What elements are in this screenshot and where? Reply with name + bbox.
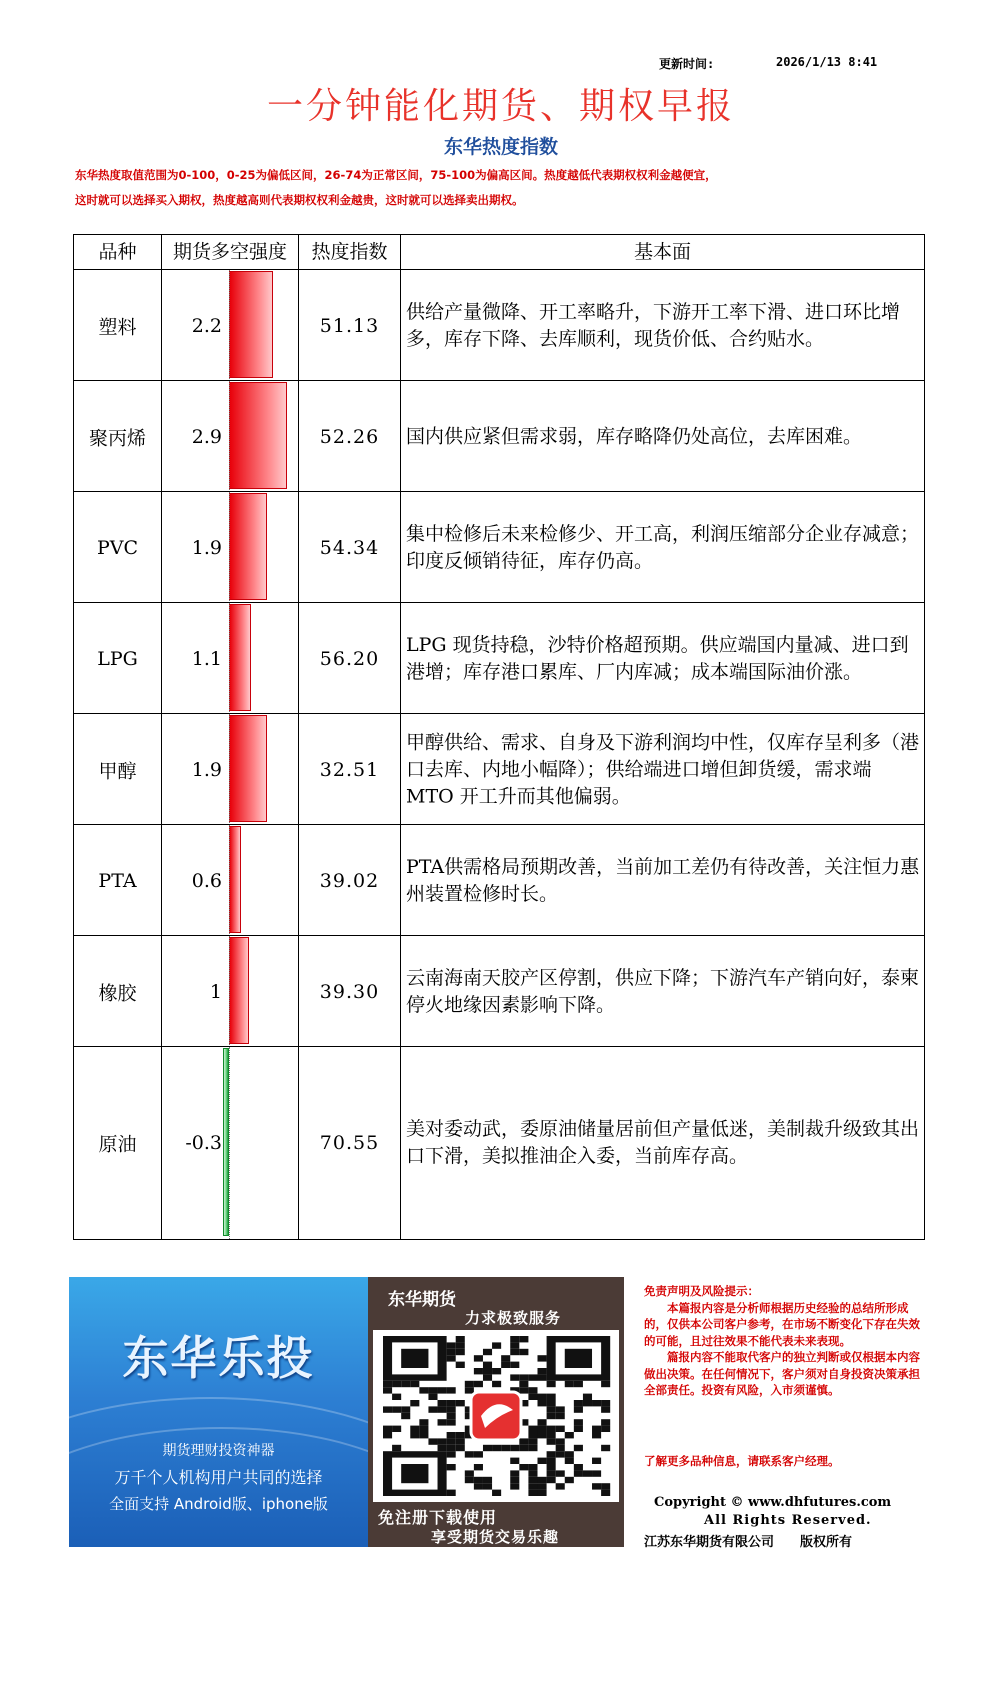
table-row (74, 825, 924, 936)
copyright-line[interactable]: Copyright © www.dhfutures.com (654, 1495, 892, 1510)
variety-name: 聚丙烯 (88, 427, 146, 449)
update-time-value: 2026/1/13 8:41 (776, 55, 878, 69)
strength-bar (229, 715, 267, 822)
variety-name: 橡胶 (98, 982, 137, 1004)
strength-cell (162, 381, 298, 492)
strength-value: 1.1 (191, 647, 222, 670)
variety-name: 塑料 (98, 316, 137, 338)
strength-bar (229, 937, 249, 1044)
qr-code-icon[interactable] (373, 1330, 619, 1502)
heat-index-value: 54.34 (319, 536, 380, 559)
qr-footer-1: 免注册下载使用 (378, 1508, 498, 1527)
variety-name: PTA (98, 869, 137, 892)
qr-footer-2: 享受期货交易乐趣 (431, 1528, 560, 1546)
strength-cell (162, 1047, 298, 1239)
strength-value: 2.2 (191, 314, 222, 337)
strength-value: -0.3 (185, 1132, 222, 1154)
variety-name: LPG (97, 647, 138, 670)
strength-bar (229, 826, 241, 933)
strength-cell (162, 270, 298, 381)
app-promo-banner[interactable] (69, 1277, 368, 1547)
strength-zero-axis (229, 603, 230, 714)
strength-cell (162, 825, 298, 936)
heat-index-value: 51.13 (319, 314, 380, 337)
disclaimer-paragraph-1: 本篇报内容是分析师根据历史经验的总结所形成的，仅供本公司客户参考，在市场不断变化下存在失效的可能，且过往效果不能代表未来表现。 (644, 1300, 920, 1348)
strength-value: 2.9 (191, 425, 222, 448)
strength-zero-axis (229, 492, 230, 603)
rights-line: All Rights Reserved. (704, 1513, 872, 1528)
table-row (74, 492, 924, 603)
header-fundamentals: 基本面 (633, 241, 691, 263)
heat-index-note-line-2: 这时就可以选择买入期权，热度越高则代表期权权利金越贵，这时就可以选择卖出期权。 (75, 193, 524, 207)
strength-value: 1.9 (191, 758, 222, 781)
heat-index-value: 39.02 (319, 869, 380, 892)
disclaimer (644, 1283, 926, 1399)
strength-zero-axis (229, 936, 230, 1047)
fundamentals-text: 集中检修后未来检修少、开工高，利润压缩部分企业存减意；印度反倾销待征，库存仍高。 (406, 522, 920, 572)
disclaimer-paragraph-2: 篇报内容不能取代客户的独立判断或仅根据本内容做出决策。在任何情况下，客户须对自身投资决策承担全部责任。投资有风险，入市须谨慎。 (644, 1350, 920, 1397)
banner-platforms: 全面支持 Android版、iphone版 (109, 1495, 328, 1513)
banner-logo: 东华乐投 (122, 1331, 315, 1385)
fundamentals-text: 供给产量微降、开工率略升，下游开工率下滑、进口环比增多，库存下降、去库顺利，现货价低、合约贴水。 (406, 300, 901, 350)
strength-cell (162, 936, 298, 1047)
fundamentals-text: 美对委动武，委原油储量居前但产量低迷，美制裁升级致其出口下滑，美拟推油企入委，当前库存高。 (406, 1118, 920, 1167)
strength-bar (229, 493, 267, 600)
heat-index-value: 52.26 (319, 425, 380, 448)
qr-heading: 东华期货 (388, 1290, 456, 1310)
qr-subheading: 力求极致服务 (465, 1309, 562, 1327)
report-table (73, 234, 925, 1240)
strength-zero-axis (229, 825, 230, 936)
variety-name: PVC (96, 536, 139, 559)
fundamentals-text: LPG 现货持稳，沙特价格超预期。供应端国内量减、进口到港增；库存港口累库、厂内库减；成本端国际油价涨。 (406, 633, 909, 683)
strength-cell (162, 603, 298, 714)
heat-index-value: 56.20 (319, 647, 380, 670)
header-heat-index: 热度指数 (311, 241, 388, 263)
strength-value: 1.9 (191, 536, 222, 559)
header-variety: 品种 (98, 241, 137, 263)
page-title: 一分钟能化期货、期权早报 (266, 86, 735, 127)
strength-value: 0.6 (191, 869, 222, 892)
variety-name: 原油 (98, 1133, 137, 1156)
page-subtitle: 东华热度指数 (443, 136, 558, 158)
header-strength: 期货多空强度 (172, 241, 287, 263)
fundamentals-text: 云南海南天胶产区停割，供应下降；下游汽车产销向好，泰柬停火地缘因素影响下降。 (406, 966, 920, 1016)
strength-zero-axis (229, 714, 230, 825)
strength-bar (229, 604, 251, 711)
strength-value: 1 (209, 980, 222, 1003)
heat-index-value: 32.51 (319, 758, 380, 781)
contact-note: 了解更多品种信息，请联系客户经理。 (644, 1454, 840, 1468)
qr-panel (368, 1277, 624, 1547)
table-row (74, 381, 924, 492)
variety-name: 甲醇 (98, 760, 137, 782)
strength-bar (229, 382, 287, 489)
strength-zero-axis (229, 270, 230, 381)
strength-bar (229, 271, 273, 378)
strength-cell (162, 492, 298, 603)
fundamentals-text: 国内供应紧但需求弱，库存略降仍处高位，去库困难。 (406, 425, 863, 447)
strength-zero-axis (229, 1047, 230, 1239)
heat-index-value: 70.55 (319, 1132, 380, 1154)
banner-slogan-1: 期货理财投资神器 (162, 1443, 275, 1459)
table-row (74, 603, 924, 714)
table-row (74, 270, 924, 381)
disclaimer-title: 免责声明及风险提示： (644, 1284, 759, 1298)
table-row (74, 936, 924, 1047)
company-line: 江苏东华期货有限公司 版权所有 (644, 1535, 853, 1550)
heat-index-note-line-1: 东华热度取值范围为0-100，0-25为偏低区间，26-74为正常区间，75-100为偏高区间。热度越低代表期权权利金越便宜， (75, 168, 717, 182)
update-time-label: 更新时间: (659, 57, 715, 71)
banner-slogan-2: 万千个人机构用户共同的选择 (114, 1468, 323, 1487)
heat-index-value: 39.30 (319, 980, 380, 1003)
strength-cell (162, 714, 298, 825)
strength-zero-axis (229, 381, 230, 492)
table-row (74, 1047, 924, 1239)
table-row (74, 714, 924, 825)
fundamentals-text: PTA供需格局预期改善，当前加工差仍有待改善，关注恒力惠州装置检修时长。 (406, 855, 920, 905)
fundamentals-text: 甲醇供给、需求、自身及下游利润均中性，仅库存呈利多（港口去库、内地小幅降）；供给端进口增但卸货缓，需求端 MTO 开工升而其他偏弱。 (406, 731, 920, 807)
